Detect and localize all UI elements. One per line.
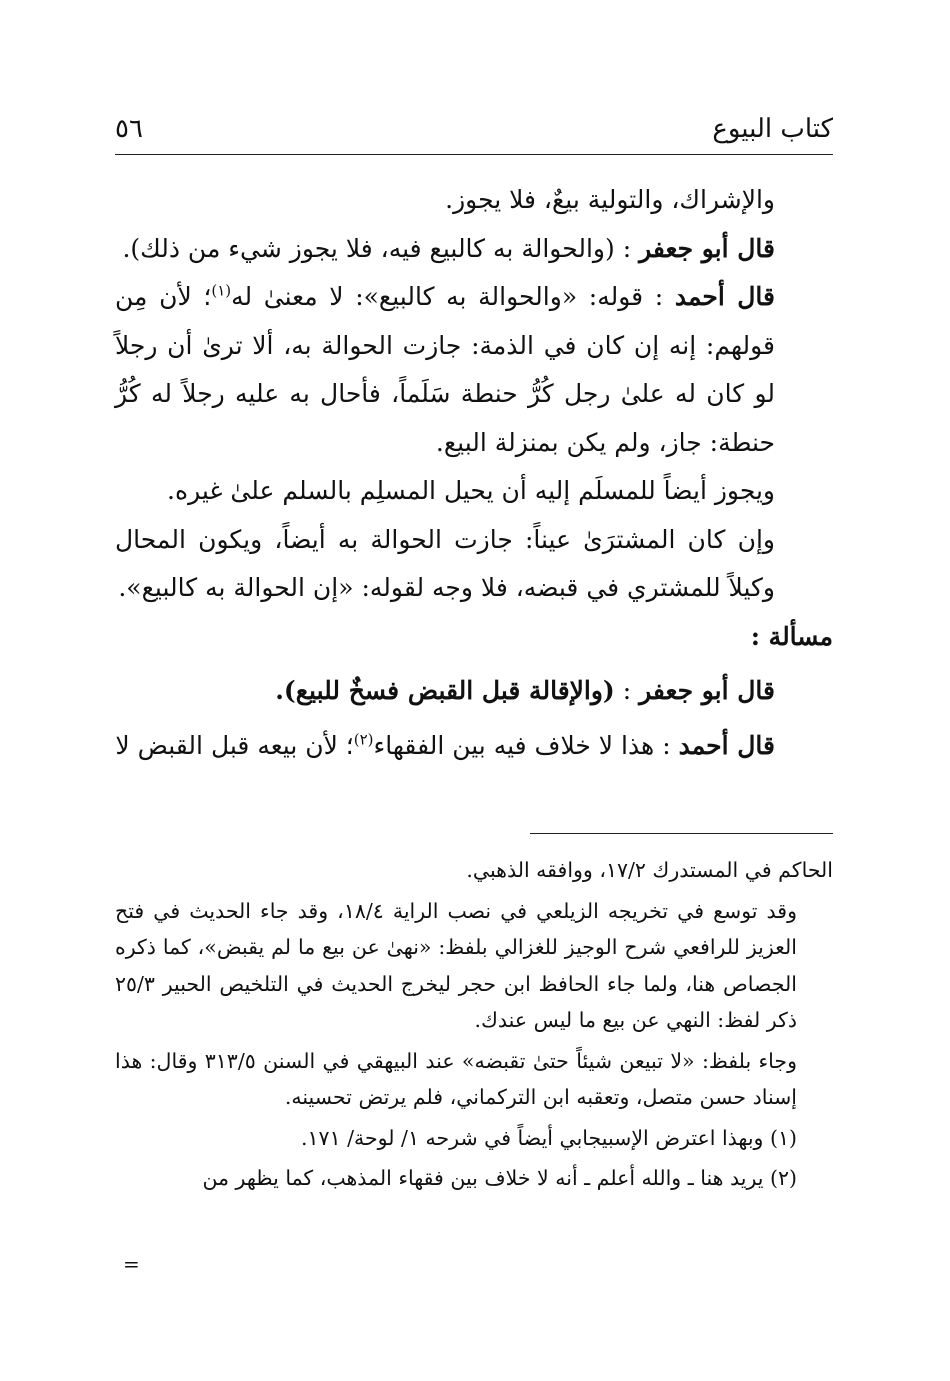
- speaker-label: قال أبو جعفر: [639, 233, 775, 263]
- paragraph-8: [115, 722, 833, 771]
- paragraph-text: ؛ لأن مِن قولهم: إنه إن كان في الذمة: جازت الحوالة به، ألا ترىٰ أن رجلاً لو كان له علىٰ رجل كُرُّ حنطة سَلَماً، فأحال به عليه رجلاً له كُرُّ حنطة: جاز، ولم يكن بمنزلة البيع.: [115, 282, 775, 457]
- paragraph-7: [115, 667, 833, 716]
- footnote-2: (٢) يريد هنا ـ والله أعلم ـ أنه لا خلاف بين فقهاء المذهب، كما يظهر من: [202, 1166, 797, 1190]
- speaker-separator: :: [643, 282, 675, 311]
- speaker-separator: :: [654, 730, 679, 760]
- page-header: [115, 112, 833, 155]
- footnote-ref: (١): [211, 281, 232, 300]
- main-text: [115, 176, 833, 770]
- quoted-text: (والحوالة به كالبيع فيه، فلا يجوز شيء من ذلك).: [122, 233, 615, 263]
- paragraph-text: ويجوز أيضاً للمسلَم إليه أن يحيل المسلِم بالسلم علىٰ غيره.: [167, 476, 775, 505]
- paragraph-3: [115, 273, 833, 467]
- book-title: كتاب البيوع: [712, 114, 833, 144]
- footnote-continued: الحاكم في المستدرك ١٧/٢، ووافقه الذهبي.: [466, 858, 833, 882]
- speaker-label: قال أبو جعفر: [639, 676, 775, 705]
- footnotes: [115, 852, 833, 1276]
- heading-text: مسألة :: [750, 621, 833, 651]
- paragraph-5: [115, 516, 833, 613]
- footnote-paragraph: وجاء بلفظ: «لا تبيعن شيئاً حتىٰ تقبضه» عند البيهقي في السنن ٣١٣/٥ وقال: هذا إسناد حسن متصل، وتعقبه ابن التركماني، فلم يرتض تحسينه.: [115, 1048, 798, 1109]
- section-heading: [115, 613, 833, 662]
- paragraph-text: هذا لا خلاف فيه بين الفقهاء: [373, 730, 655, 760]
- paragraph-text: وإن كان المشترَىٰ عيناً: جازت الحوالة به أيضاً، ويكون المحال وكيلاً للمشتري في قبضه، فلا وجه لقوله: «إن الحوالة به كالبيع».: [115, 524, 775, 602]
- footnote-1: (١) وبهذا اعترض الإسبيجابي أيضاً في شرحه ١/ لوحة/ ١٧١.: [301, 1125, 797, 1150]
- footnote-ref: (٢): [353, 730, 374, 749]
- paragraph-1: [115, 176, 833, 225]
- quoted-text: (والإقالة قبل القبض فسخٌ للبيع).: [275, 676, 615, 705]
- paragraph-text: والإشراك، والتولية بيعٌ، فلا يجوز.: [445, 185, 775, 214]
- continuation-mark: =: [123, 1252, 140, 1276]
- paragraph-text: قوله: «والحوالة به كالبيع»: لا معنىٰ له: [231, 282, 644, 311]
- speaker-label: قال أحمد: [678, 730, 775, 760]
- page-number: ٥٦: [115, 114, 143, 144]
- footnote-separator: [530, 833, 833, 834]
- speaker-separator: :: [614, 233, 640, 263]
- paragraph-text: ؛ لأن بيعه قبل القبض لا: [115, 730, 354, 760]
- speaker-separator: :: [614, 676, 640, 705]
- speaker-label: قال أحمد: [674, 282, 775, 311]
- paragraph-4: [115, 467, 833, 516]
- paragraph-2: [115, 225, 833, 274]
- footnote-paragraph: وقد توسع في تخريجه الزيلعي في نصب الراية ١٨/٤، وقد جاء الحديث في فتح العزيز للرافعي شرح الوجيز للغزالي بلفظ: «نهىٰ عن بيع ما لم يقبض»، كما ذكره الجصاص هنا، ولما جاء الحافظ ابن حجر ليخرج الحديث في التلخيص الحبير ٢٥/٣ ذكر لفظ: النهي عن بيع ما ليس عندك.: [115, 898, 798, 1032]
